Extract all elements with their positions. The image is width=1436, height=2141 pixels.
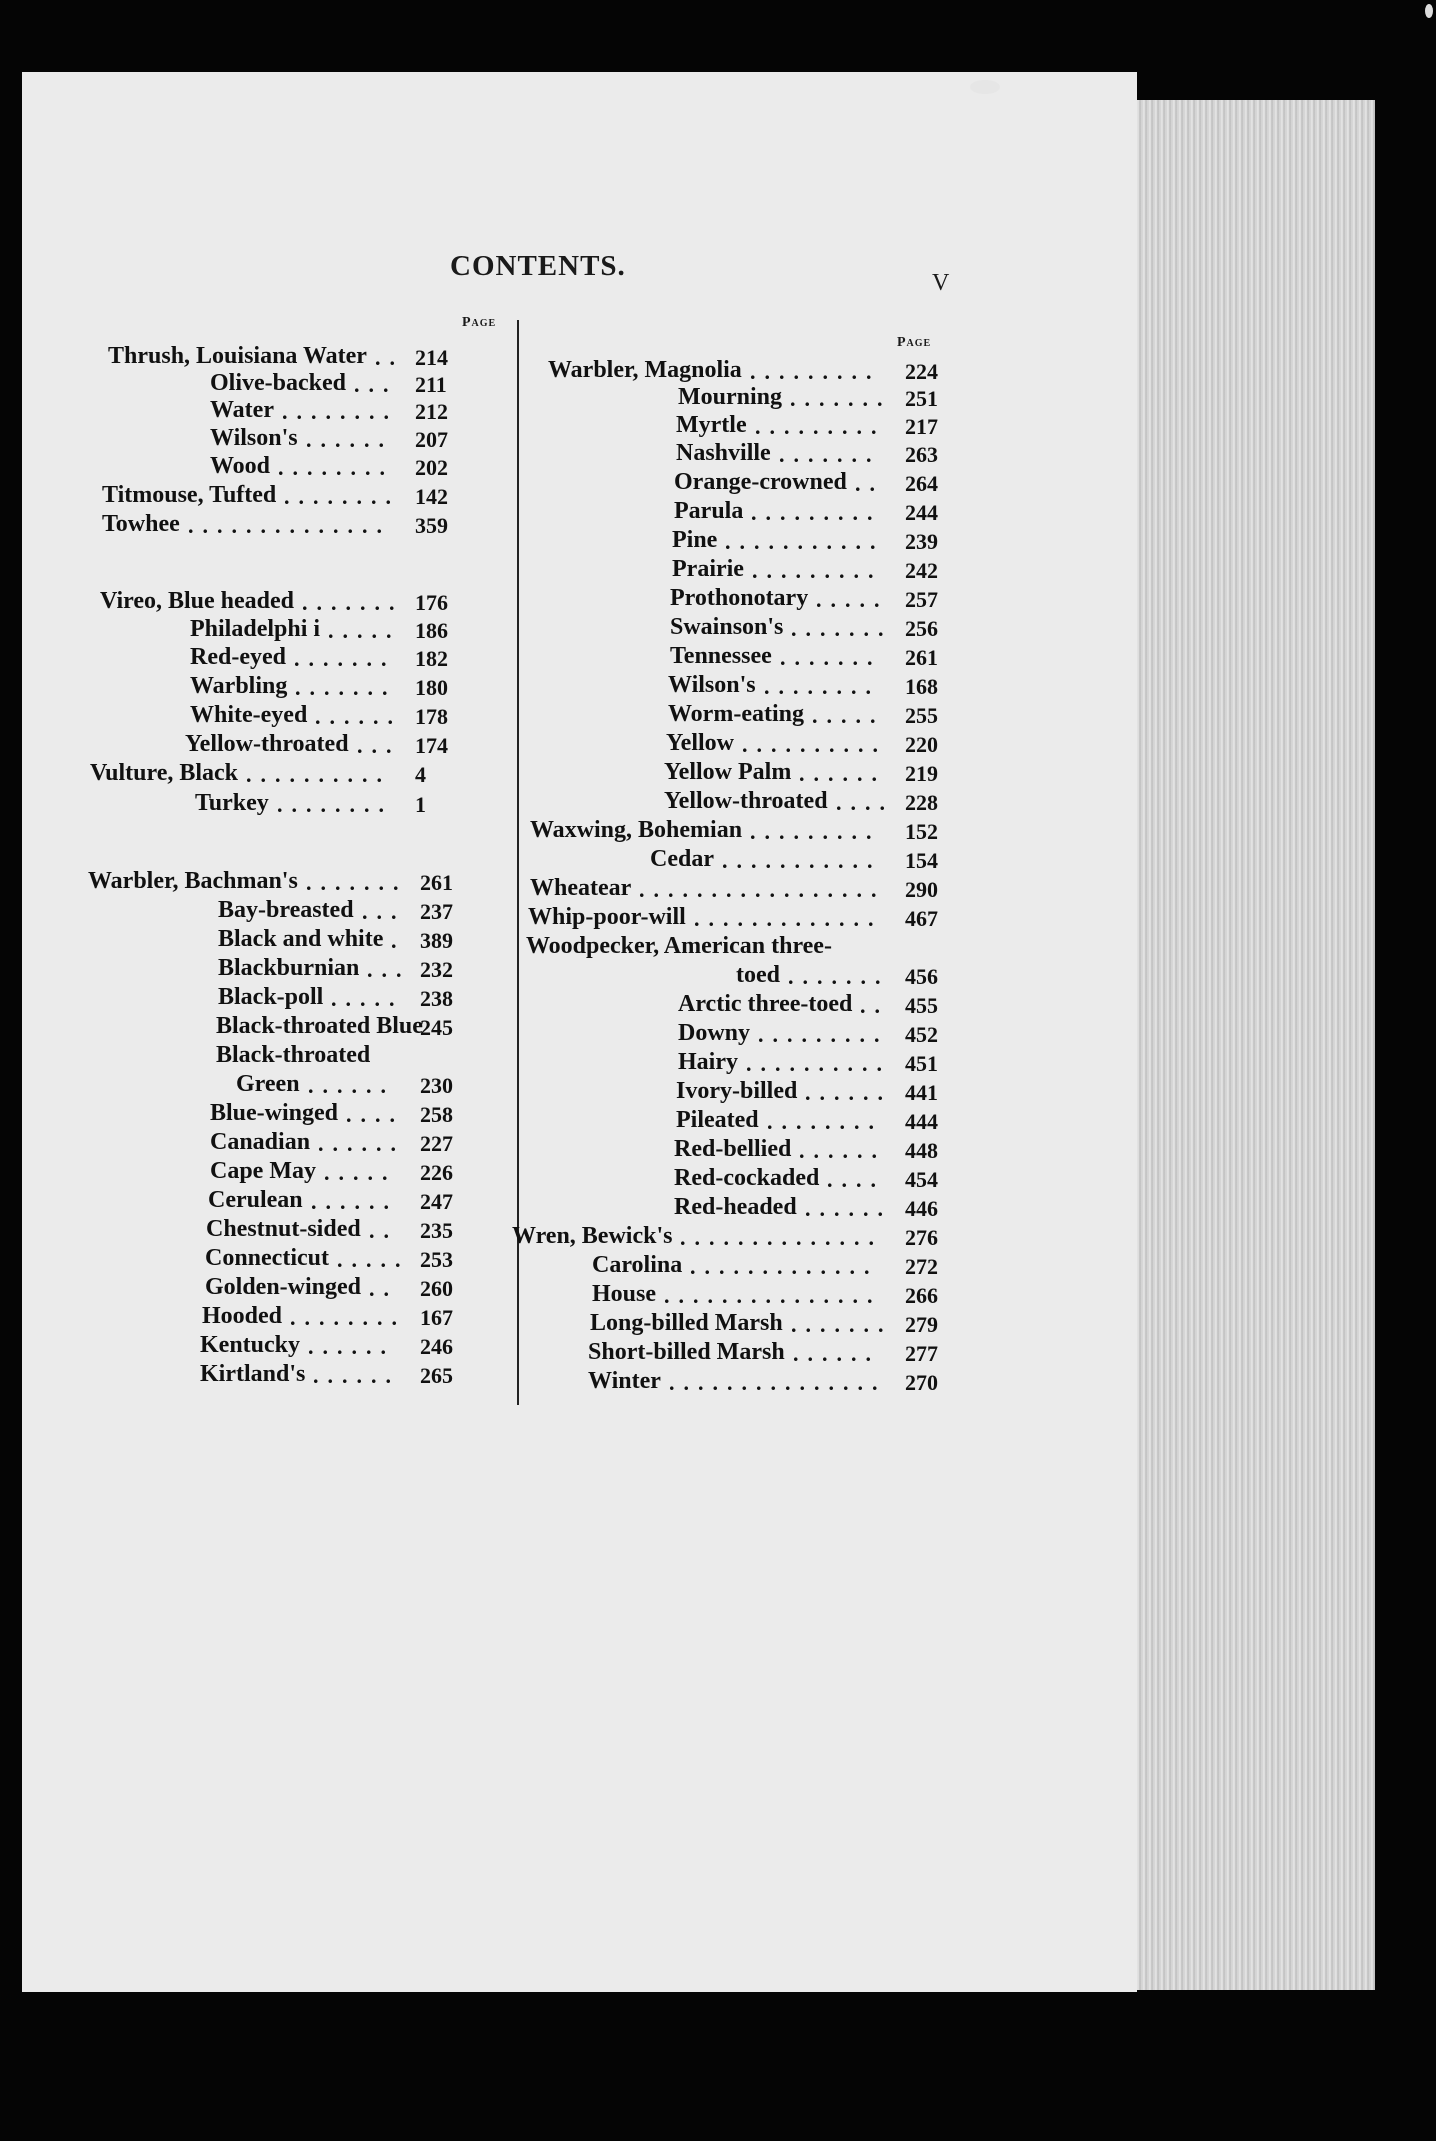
leader-dots: ....... (788, 964, 890, 989)
leader-dots: ...... (308, 1334, 395, 1359)
leader-dots: ....... (780, 645, 882, 670)
toc-entry-label: Kirtland's (200, 1361, 306, 1387)
toc-entry-page: 261 (905, 645, 938, 670)
toc-entry-label: Towhee (102, 511, 180, 537)
leader-dots: ...... (793, 1341, 880, 1366)
toc-entry-page: 228 (905, 790, 938, 815)
toc-entry-page: 186 (415, 618, 448, 643)
toc-entry-page: 448 (905, 1138, 938, 1163)
toc-entry-label: White-eyed (190, 702, 308, 728)
toc-entry-page: 152 (905, 819, 938, 844)
toc-entry-label: Tennessee (670, 643, 772, 669)
toc-entry-label: Cape May (210, 1158, 316, 1184)
toc-entry-label: Titmouse, Tufted (102, 482, 277, 508)
leader-dots: ..... (324, 1160, 397, 1185)
toc-entry-page: 182 (415, 646, 448, 671)
toc-entry-label: Bay-breasted (218, 897, 354, 923)
toc-entry-label: Black-throated (216, 1042, 371, 1068)
book-page-edge (1130, 100, 1375, 1990)
toc-entry-page: 178 (415, 704, 448, 729)
toc-entry-page: 258 (420, 1102, 453, 1127)
toc-entry-page: 227 (420, 1131, 453, 1156)
toc-entry-page: 242 (905, 558, 938, 583)
toc-entry-label: Wheatear (530, 875, 632, 901)
toc-entry-page: 260 (420, 1276, 453, 1301)
toc-entry-page: 454 (905, 1167, 938, 1192)
toc-entry-page: 272 (905, 1254, 938, 1279)
toc-entry-page: 174 (415, 733, 448, 758)
toc-entry-page: 251 (905, 386, 938, 411)
toc-entry-page: 217 (905, 414, 938, 439)
toc-entry-page: 264 (905, 471, 938, 496)
leader-dots: ............... (669, 1370, 887, 1395)
toc-entry-page: 256 (905, 616, 938, 641)
toc-entry-page: 235 (420, 1218, 453, 1243)
toc-entry-page: 214 (415, 345, 448, 370)
toc-entry-page: 359 (415, 513, 448, 538)
leader-dots: ......... (751, 500, 882, 525)
toc-entry-label: Connecticut (205, 1245, 329, 1271)
toc-entry-label: Pileated (676, 1107, 759, 1133)
toc-entry-label: Vireo, Blue headed (100, 588, 295, 614)
leader-dots: ....... (302, 590, 404, 615)
leader-dots: ........ (284, 484, 400, 509)
toc-entry-page: 212 (415, 399, 448, 424)
toc-entry-label: Water (210, 397, 274, 423)
toc-entry-page: 277 (905, 1341, 938, 1366)
toc-entry-page: 154 (905, 848, 938, 873)
leader-dots: .............. (188, 513, 391, 538)
leader-dots: ....... (791, 616, 893, 641)
page-title: CONTENTS. (450, 250, 626, 282)
leader-dots: ............. (694, 906, 883, 931)
toc-entry-label: Arctic three-toed (678, 991, 853, 1017)
leader-dots: ....... (306, 870, 408, 895)
leader-dots: ....... (779, 442, 881, 467)
leader-dots: ... (362, 899, 406, 924)
toc-entry-label: House (592, 1281, 657, 1307)
leader-dots: .............. (680, 1225, 883, 1250)
toc-entry-page: 257 (905, 587, 938, 612)
toc-entry-page: 266 (905, 1283, 938, 1308)
toc-entry-page: 246 (420, 1334, 453, 1359)
toc-entry-page: 261 (420, 870, 453, 895)
toc-entry-label: Yellow (666, 730, 734, 756)
toc-entry-label: Red-bellied (674, 1136, 792, 1162)
toc-entry-page: 224 (905, 359, 938, 384)
toc-entry-label: Wood (210, 453, 271, 479)
toc-entry-label: Carolina (592, 1252, 683, 1278)
toc-entry-page: 245 (420, 1015, 453, 1040)
toc-entry-page: 467 (905, 906, 938, 931)
toc-entry-label: Black-poll (218, 984, 324, 1010)
leader-dots: ...... (315, 704, 402, 729)
leader-dots: ... (357, 733, 401, 758)
toc-entry-label: Philadelphi i (190, 616, 321, 642)
toc-entry-label: Cerulean (208, 1187, 303, 1213)
leader-dots: ...... (805, 1196, 892, 1221)
toc-entry-label: Red-eyed (190, 644, 286, 670)
toc-entry-page: 265 (420, 1363, 453, 1388)
leader-dots: ..... (337, 1247, 410, 1272)
leader-dots: ............... (664, 1283, 882, 1308)
toc-entry-page: 4 (415, 762, 426, 787)
toc-entry-label: Long-billed Marsh (590, 1310, 783, 1336)
leader-dots: ........ (278, 455, 394, 480)
toc-entry-label: Green (236, 1071, 300, 1097)
toc-entry-page: 253 (420, 1247, 453, 1272)
toc-entry-label: Mourning (678, 384, 783, 410)
toc-entry-page: 237 (420, 899, 453, 924)
toc-entry-label: Black and white (218, 926, 384, 952)
toc-entry-label: Prairie (672, 556, 744, 582)
toc-entry-page: 220 (905, 732, 938, 757)
toc-entry-label: toed (736, 962, 780, 988)
toc-entry-label: Cedar (650, 846, 714, 872)
toc-entry-page: 247 (420, 1189, 453, 1214)
left-page-column-heading: Page (462, 315, 497, 330)
toc-entry-page: 263 (905, 442, 938, 467)
toc-entry-page: 239 (905, 529, 938, 554)
leader-dots: .......... (742, 732, 887, 757)
leader-dots: ..... (816, 587, 889, 612)
leader-dots: ........ (277, 792, 393, 817)
toc-entry-label: Chestnut-sided (206, 1216, 361, 1242)
toc-entry-label: Warbler, Bachman's (88, 868, 298, 894)
toc-entry-label: Yellow-throated (185, 731, 349, 757)
leader-dots: ...... (799, 761, 886, 786)
toc-entry-label: Myrtle (676, 412, 747, 438)
toc-entry-page: 279 (905, 1312, 938, 1337)
toc-entry-label: Black-throated Blue (216, 1013, 423, 1039)
leader-dots: ......... (755, 414, 886, 439)
toc-entry-label: Pine (672, 527, 718, 553)
toc-entry-label: Downy (678, 1020, 751, 1046)
leader-dots: ...... (318, 1131, 405, 1156)
leader-dots: ......... (752, 558, 883, 583)
leader-dots: ........ (282, 399, 398, 424)
toc-entry-label: Vulture, Black (90, 760, 239, 786)
toc-entry-label: Waxwing, Bohemian (530, 817, 743, 843)
toc-entry-page: 180 (415, 675, 448, 700)
leader-dots: ...... (308, 1073, 395, 1098)
toc-entry-page: 446 (905, 1196, 938, 1221)
leader-dots: ........ (767, 1109, 883, 1134)
toc-entry-label: Wilson's (668, 672, 756, 698)
toc-entry-label: Yellow-throated (664, 788, 828, 814)
page-numeral: V (932, 270, 950, 296)
leader-dots: ...... (805, 1080, 892, 1105)
leader-dots: .......... (746, 1051, 891, 1076)
toc-entry-label: Hairy (678, 1049, 738, 1075)
scan-artifact (970, 80, 1000, 94)
toc-entry-page: 202 (415, 455, 448, 480)
leader-dots: ......... (758, 1022, 889, 1047)
toc-entry-page: 276 (905, 1225, 938, 1250)
toc-entry-label: Nashville (676, 440, 771, 466)
leader-dots: .. (855, 471, 884, 496)
right-page-column-heading: Page (897, 335, 932, 350)
toc-entry-label: Blackburnian (218, 955, 360, 981)
toc-entry-page: 232 (420, 957, 453, 982)
leader-dots: ..... (328, 618, 401, 643)
toc-entry-page: 444 (905, 1109, 938, 1134)
toc-entry-label: Whip-poor-will (528, 904, 686, 930)
leader-dots: ..... (812, 703, 885, 728)
leader-dots: ........... (725, 529, 885, 554)
toc-entry-page: 290 (905, 877, 938, 902)
scan-artifact (1425, 4, 1433, 18)
leader-dots: .. (369, 1218, 398, 1243)
leader-dots: ....... (294, 646, 396, 671)
leader-dots: ....... (791, 1312, 893, 1337)
toc-entry-label: Ivory-billed (676, 1078, 798, 1104)
toc-entry-label: Turkey (195, 790, 269, 816)
toc-entry-label: Yellow Palm (664, 759, 792, 785)
leader-dots: ...... (313, 1363, 400, 1388)
toc-entry-label: Orange-crowned (674, 469, 847, 495)
toc-entry-page: 211 (415, 372, 447, 397)
toc-entry-page: 452 (905, 1022, 938, 1047)
leader-dots: ....... (790, 386, 892, 411)
toc-entry-page: 219 (905, 761, 938, 786)
toc-entry-label: Wilson's (210, 425, 298, 451)
toc-entry-label: Short-billed Marsh (588, 1339, 785, 1365)
toc-entry-page: 255 (905, 703, 938, 728)
leader-dots: .. (860, 993, 889, 1018)
leader-dots: .... (836, 790, 894, 815)
leader-dots: ...... (306, 427, 393, 452)
leader-dots: ...... (799, 1138, 886, 1163)
toc-entry-label: Golden-winged (205, 1274, 362, 1300)
toc-entry-label: Kentucky (200, 1332, 301, 1358)
toc-entry-label: Red-cockaded (674, 1165, 820, 1191)
toc-entry-label: Hooded (202, 1303, 283, 1329)
toc-entry-label: Warbling (190, 673, 288, 699)
leader-dots: .... (827, 1167, 885, 1192)
toc-entry-page: 456 (905, 964, 938, 989)
toc-entry-label: Prothonotary (670, 585, 809, 611)
leader-dots: ........ (764, 674, 880, 699)
toc-entry-page: 176 (415, 590, 448, 615)
toc-entry-page: 441 (905, 1080, 938, 1105)
toc-entry-label: Parula (674, 498, 744, 524)
leader-dots: ........... (722, 848, 882, 873)
toc-entry-page: 142 (415, 484, 448, 509)
leader-dots: .. (369, 1276, 398, 1301)
toc-entry-page: 1 (415, 792, 426, 817)
leader-dots: ................. (639, 877, 886, 902)
leader-dots: ..... (331, 986, 404, 1011)
leader-dots: .......... (246, 762, 391, 787)
toc-entry-label: Red-headed (674, 1194, 797, 1220)
leader-dots: ....... (295, 675, 397, 700)
leader-dots: . (391, 928, 406, 953)
toc-entry-page: 455 (905, 993, 938, 1018)
toc-entry-page: 230 (420, 1073, 453, 1098)
toc-entry-page: 244 (905, 500, 938, 525)
toc-entry-label: Thrush, Louisiana Water (108, 343, 367, 369)
toc-entry-label: Wren, Bewick's (512, 1223, 673, 1249)
toc-entry-page: 451 (905, 1051, 938, 1076)
leader-dots: ............. (690, 1254, 879, 1279)
toc-entry-label: Woodpecker, American three- (526, 933, 832, 959)
toc-entry-label: Canadian (210, 1129, 311, 1155)
toc-entry-label: Warbler, Magnolia (548, 357, 742, 383)
leader-dots: ...... (311, 1189, 398, 1214)
toc-entry-page: 389 (420, 928, 453, 953)
leader-dots: ......... (750, 359, 881, 384)
toc-entry-label: Winter (588, 1368, 661, 1394)
leader-dots: .... (346, 1102, 404, 1127)
toc-entry-label: Swainson's (670, 614, 784, 640)
toc-entry-page: 270 (905, 1370, 938, 1395)
toc-entry-page: 207 (415, 427, 448, 452)
leader-dots: ... (354, 372, 398, 397)
toc-entry-label: Olive-backed (210, 370, 346, 396)
leader-dots: ......... (750, 819, 881, 844)
leader-dots: .. (375, 345, 404, 370)
toc-entry-page: 238 (420, 986, 453, 1011)
toc-entry-label: Blue-winged (210, 1100, 339, 1126)
leader-dots: ........ (290, 1305, 406, 1330)
leader-dots: ... (367, 957, 411, 982)
toc-entry-label: Worm-eating (668, 701, 804, 727)
toc-entry-page: 167 (420, 1305, 453, 1330)
toc-entry-page: 168 (905, 674, 938, 699)
toc-entry-page: 226 (420, 1160, 453, 1185)
